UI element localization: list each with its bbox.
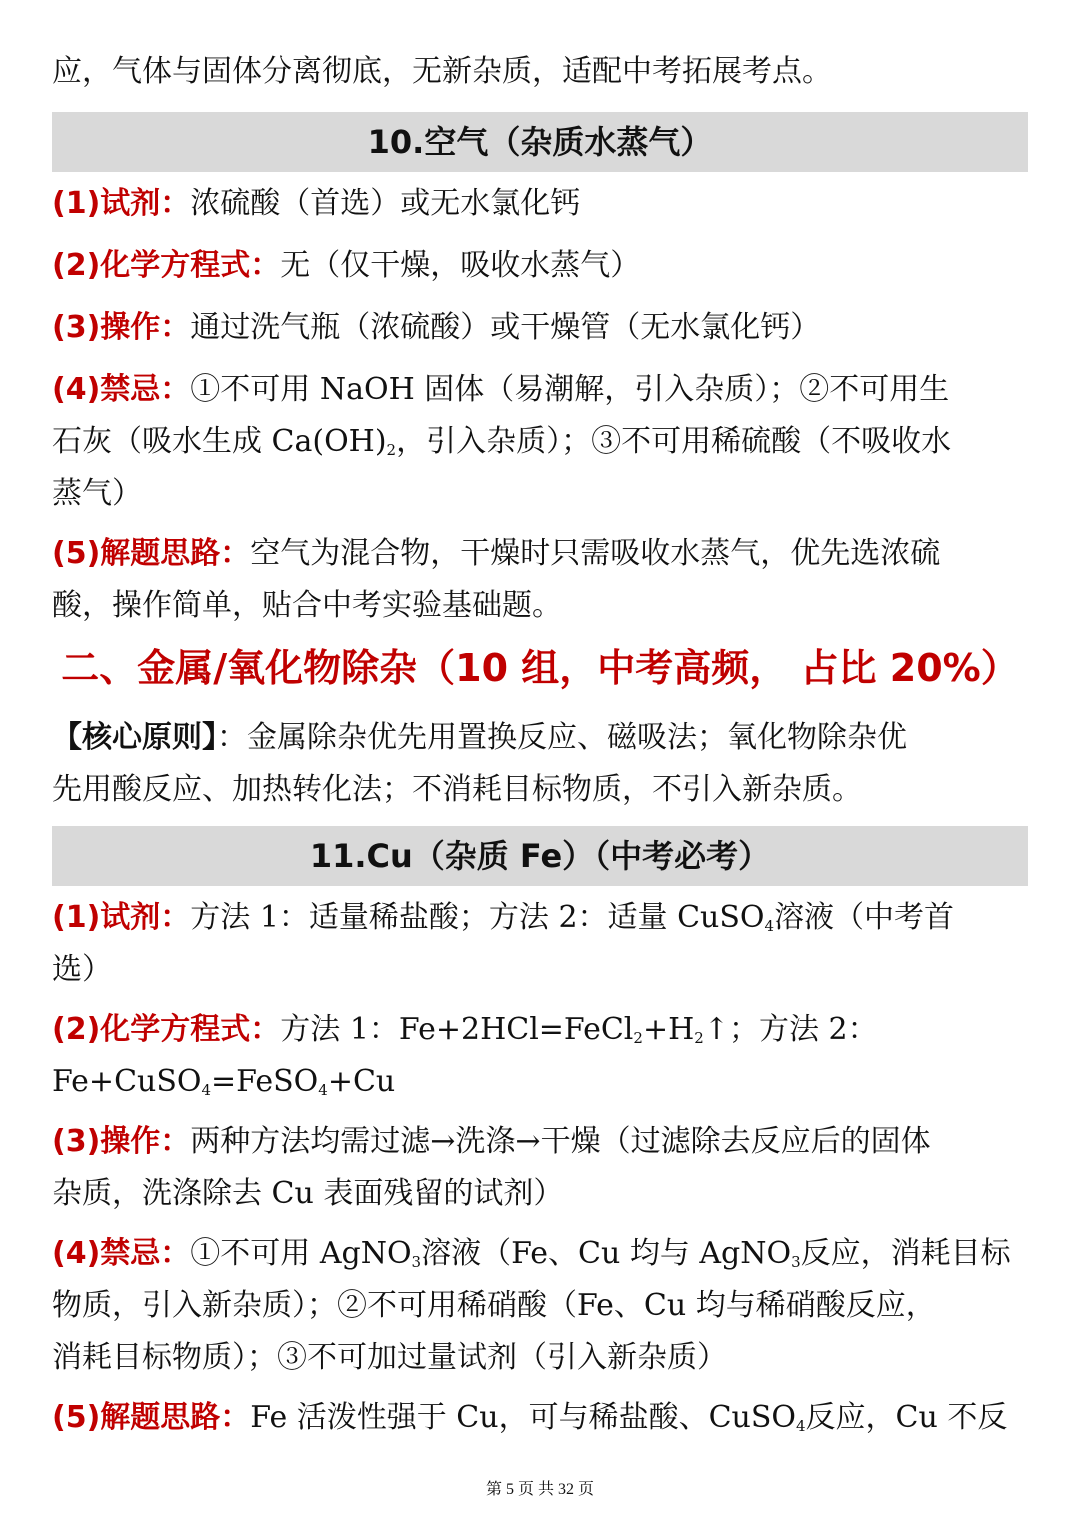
- body-text: 通过洗气瓶（浓硫酸）或干燥管（无水氯化钙）: [190, 310, 821, 345]
- body-text: 反应，消耗目标: [800, 1236, 1011, 1271]
- label: (2)化学方程式：: [52, 1012, 281, 1047]
- body-text: 先用酸反应、加热转化法；不消耗目标物质，不引入新杂质。: [52, 772, 862, 807]
- s11-equation: [52, 1004, 1028, 1108]
- subscript: 2: [694, 1029, 704, 1047]
- label: (1)试剂：: [52, 900, 191, 935]
- body-text: 杂质，洗涤除去 Cu 表面残留的试剂）: [52, 1176, 564, 1211]
- subscript: 3: [791, 1253, 801, 1271]
- subscript: 4: [318, 1081, 328, 1099]
- body-text: 蒸气）: [52, 476, 142, 511]
- label: (2)化学方程式：: [52, 248, 281, 283]
- body-text: Fe 活泼性强于 Cu，可与稀盐酸、CuSO: [250, 1400, 796, 1435]
- subscript: 2: [386, 441, 397, 459]
- label: (5)解题思路：: [52, 1400, 251, 1435]
- s11-idea: [52, 1392, 1028, 1444]
- label: (5)解题思路：: [52, 536, 251, 571]
- body-text: +Cu: [327, 1064, 396, 1099]
- s10-equation: [52, 240, 1028, 292]
- s11-taboo: [52, 1228, 1028, 1384]
- body-text: 溶液（Fe、Cu 均与 AgNO: [421, 1236, 792, 1271]
- subscript: 2: [633, 1029, 643, 1047]
- body-text: 方法 1：Fe+2HCl=FeCl: [280, 1012, 634, 1047]
- continued-line: [52, 46, 1028, 98]
- section-11-title: 11.Cu（杂质 Fe）（中考必考）: [52, 826, 1028, 886]
- subscript: 4: [201, 1081, 212, 1099]
- s11-reagent: [52, 892, 1028, 996]
- body-text: ，引入杂质）；③不可用稀硫酸（不吸收水: [396, 424, 952, 459]
- section-2-heading: 二、金属/氧化物除杂（10 组，中考高频， 占比 20%）: [61, 646, 1019, 690]
- body-text: 石灰（吸水生成 Ca(OH): [52, 424, 387, 459]
- core-principle: [52, 712, 1028, 816]
- s10-operation: [52, 302, 1028, 354]
- body-text: 方法 1：适量稀盐酸；方法 2：适量 CuSO: [190, 900, 765, 935]
- section-10-title: 10.空气（杂质水蒸气）: [52, 112, 1028, 172]
- body-text: ：金属除杂优先用置换反应、磁吸法；氧化物除杂优: [217, 720, 907, 755]
- body-text: 物质，引入新杂质）；②不可用稀硝酸（Fe、Cu 均与稀硝酸反应，: [52, 1288, 936, 1323]
- subscript: 4: [796, 1417, 806, 1435]
- s10-taboo: [52, 364, 1028, 520]
- subscript: 3: [411, 1253, 422, 1271]
- body-text: 两种方法均需过滤→洗涤→干燥（过滤除去反应后的固体: [190, 1124, 931, 1159]
- core-label: 【核心原则】: [52, 720, 217, 755]
- body-text: 酸，操作简单，贴合中考实验基础题。: [52, 588, 562, 623]
- body-text: 应，气体与固体分离彻底，无新杂质，适配中考拓展考点。: [52, 54, 832, 89]
- body-text: ↑；方法 2：: [703, 1012, 878, 1047]
- body-text: Fe+CuSO: [52, 1064, 202, 1099]
- body-text: 浓硫酸（首选）或无水氯化钙: [190, 186, 581, 221]
- body-text: 无（仅干燥，吸收水蒸气）: [280, 248, 641, 283]
- body-text: 反应，Cu 不反: [805, 1400, 1008, 1435]
- body-text: ①不可用 NaOH 固体（易潮解，引入杂质）；②不可用生: [190, 372, 950, 407]
- label: (1)试剂：: [52, 186, 191, 221]
- label: (4)禁忌：: [52, 372, 191, 407]
- subscript: 4: [764, 917, 775, 935]
- label: (3)操作：: [52, 1124, 191, 1159]
- body-text: ①不可用 AgNO: [190, 1236, 412, 1271]
- body-text: 选）: [52, 952, 112, 987]
- s10-idea: [52, 528, 1028, 632]
- label: (4)禁忌：: [52, 1236, 191, 1271]
- label: (3)操作：: [52, 310, 191, 345]
- body-text: 溶液（中考首: [774, 900, 955, 935]
- page-footer: 第 5 页 共 32 页: [485, 1481, 594, 1498]
- body-text: 空气为混合物，干燥时只需吸收水蒸气，优先选浓硫: [250, 536, 941, 571]
- body-text: 消耗目标物质）；③不可加过量试剂（引入新杂质）: [52, 1340, 727, 1375]
- s11-operation: [52, 1116, 1028, 1220]
- body-text: =FeSO: [211, 1064, 319, 1099]
- body-text: +H: [642, 1012, 695, 1047]
- s10-reagent: [52, 178, 1028, 230]
